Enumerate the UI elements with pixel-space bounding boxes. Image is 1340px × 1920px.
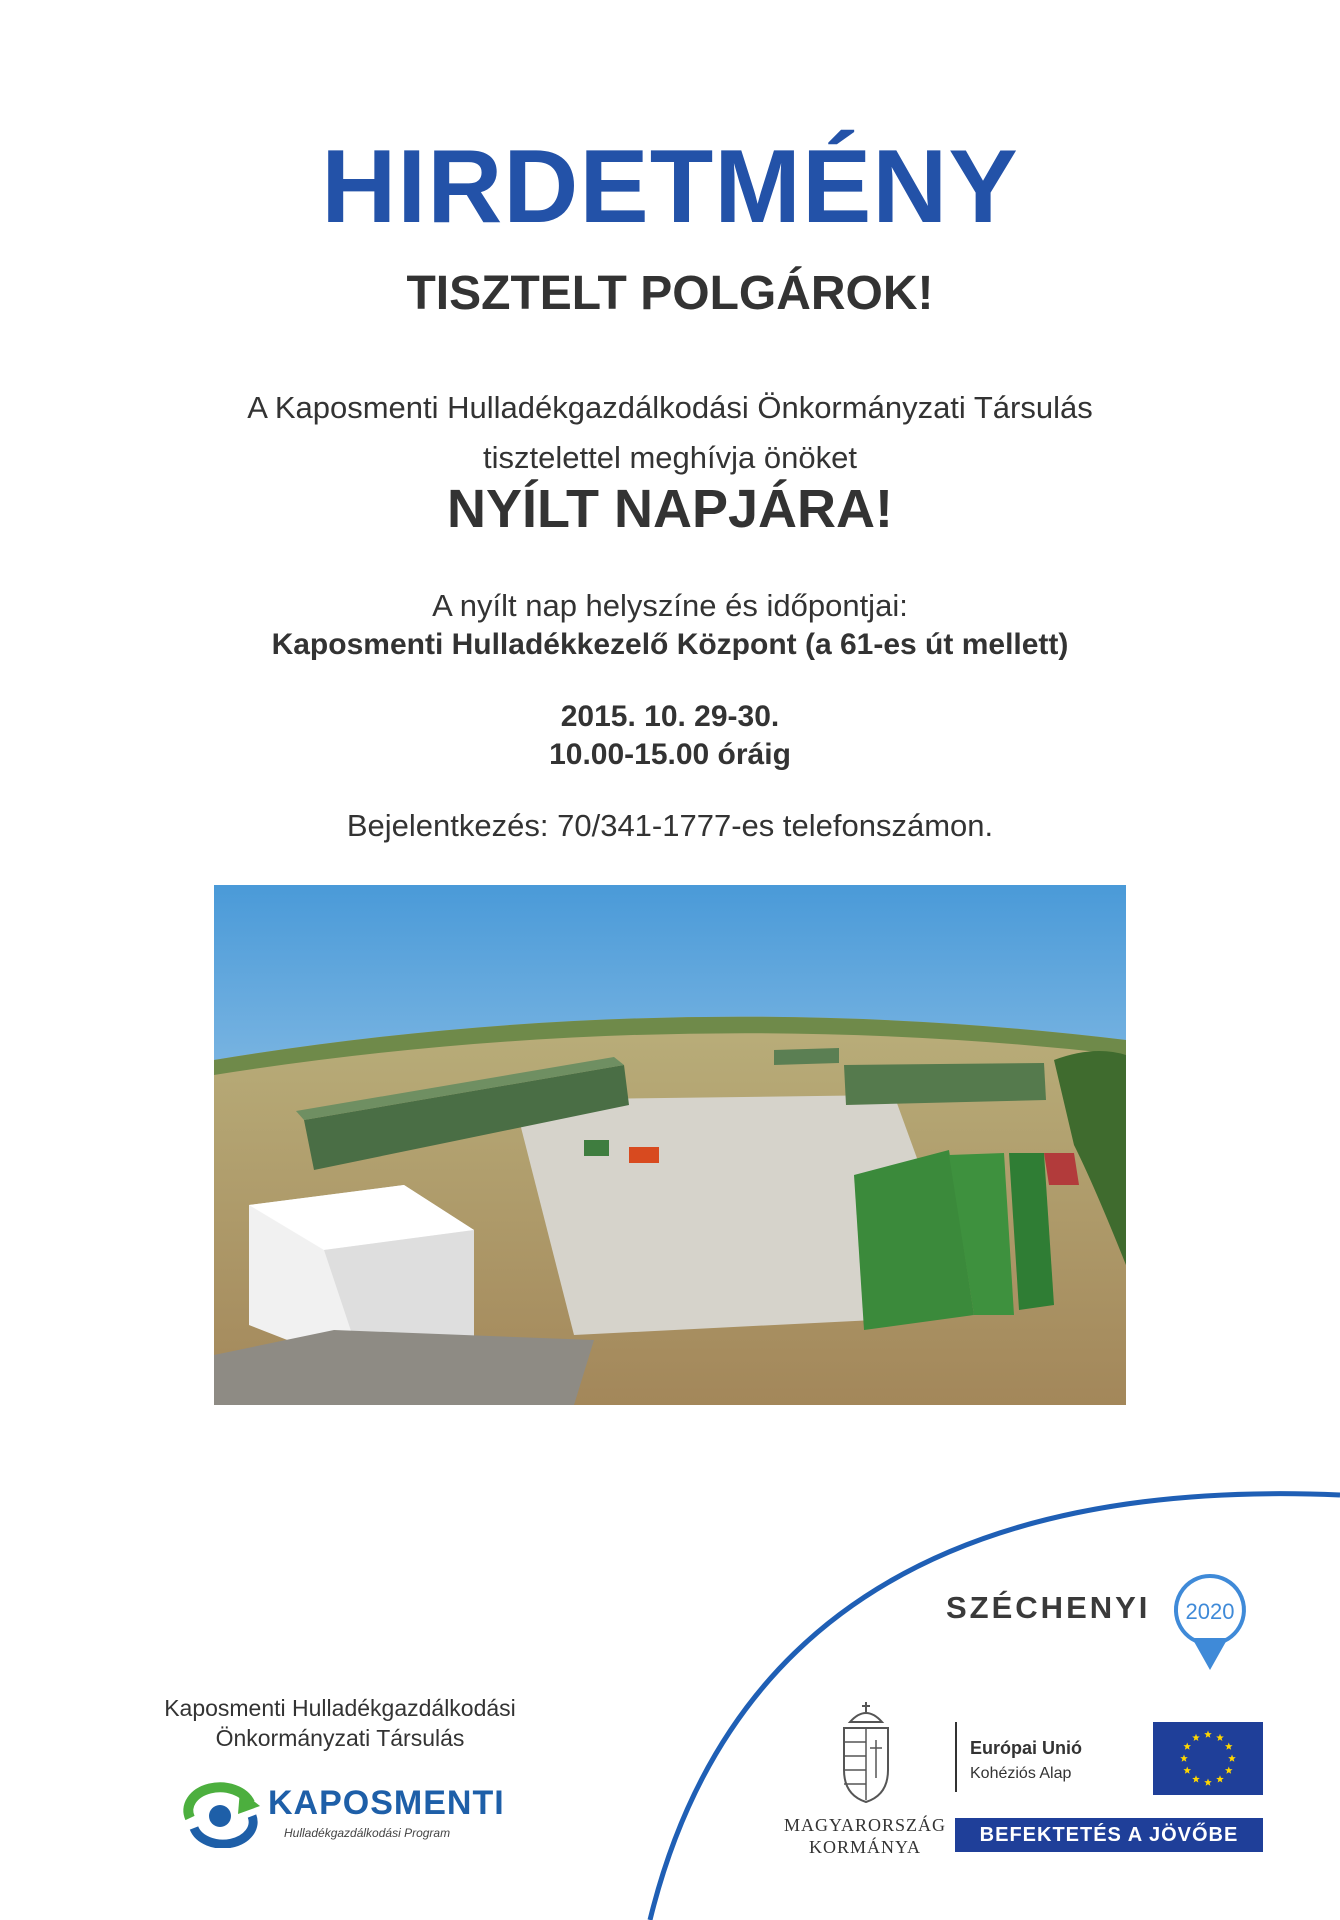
eu-star-icon bbox=[1216, 1734, 1224, 1741]
eu-star-icon bbox=[1225, 1743, 1233, 1750]
eu-star-icon bbox=[1225, 1767, 1233, 1774]
eu-star-icon bbox=[1183, 1743, 1191, 1750]
government-line2: KORMÁNYA bbox=[808, 1837, 921, 1857]
registration-line: Bejelentkezés: 70/341-1777-es telefonszámon. bbox=[346, 808, 994, 843]
footer-org-line1: Kaposmenti Hulladékgazdálkodási bbox=[164, 1695, 516, 1721]
szechenyi-2020-logo bbox=[946, 1572, 1246, 1672]
eu-star-icon bbox=[1204, 1731, 1212, 1738]
event-time: 10.00-15.00 óráig bbox=[549, 738, 791, 771]
eu-flag-icon bbox=[1153, 1722, 1263, 1795]
eu-banner: BEFEKTETÉS A JÖVŐBE bbox=[955, 1818, 1263, 1852]
eu-stars-icon bbox=[1153, 1722, 1263, 1795]
aerial-facility-photo bbox=[214, 885, 1126, 1405]
kaposmenti-name: KAPOSMENTI bbox=[268, 1784, 505, 1822]
eu-star-icon bbox=[1192, 1734, 1200, 1741]
aerial-waste-facility-photo-icon bbox=[214, 885, 1126, 1405]
location-pin-icon bbox=[1170, 1572, 1250, 1672]
recycle-arrow-icon bbox=[180, 1778, 264, 1848]
eu-subtitle: Kohéziós Alap bbox=[970, 1765, 1072, 1782]
szechenyi-text: SZÉCHENYI bbox=[946, 1590, 1151, 1625]
eu-divider bbox=[955, 1722, 957, 1792]
kaposmenti-subtitle: Hulladékgazdálkodási Program bbox=[284, 1826, 451, 1840]
venue-label: A nyílt nap helyszíne és időpontjai: bbox=[432, 588, 908, 623]
invite-line: tisztelettel meghívja önöket bbox=[483, 440, 857, 475]
eu-star-icon bbox=[1204, 1779, 1212, 1786]
eu-title: Európai Unió bbox=[970, 1738, 1082, 1758]
coat-of-arms-icon bbox=[836, 1700, 896, 1805]
eu-star-icon bbox=[1183, 1767, 1191, 1774]
greeting-heading: TISZTELT POLGÁROK! bbox=[406, 267, 934, 320]
eu-star-icon bbox=[1180, 1755, 1188, 1762]
page-title: HIRDETMÉNY bbox=[321, 129, 1019, 245]
eu-star-icon bbox=[1228, 1755, 1236, 1762]
organizer-line: A Kaposmenti Hulladékgazdálkodási Önkormányzati Társulás bbox=[247, 390, 1093, 425]
event-date: 2015. 10. 29-30. bbox=[560, 700, 780, 733]
kaposmenti-logo bbox=[180, 1778, 520, 1848]
footer-org-line2: Önkormányzati Társulás bbox=[215, 1725, 465, 1751]
open-day-heading: NYÍLT NAPJÁRA! bbox=[446, 479, 893, 539]
government-line1: MAGYARORSZÁG bbox=[783, 1815, 947, 1835]
eu-star-icon bbox=[1216, 1775, 1224, 1782]
szechenyi-year: 2020 bbox=[1185, 1599, 1235, 1624]
eu-star-icon bbox=[1192, 1775, 1200, 1782]
venue-name: Kaposmenti Hulladékkezelő Központ (a 61-es út mellett) bbox=[271, 628, 1069, 661]
